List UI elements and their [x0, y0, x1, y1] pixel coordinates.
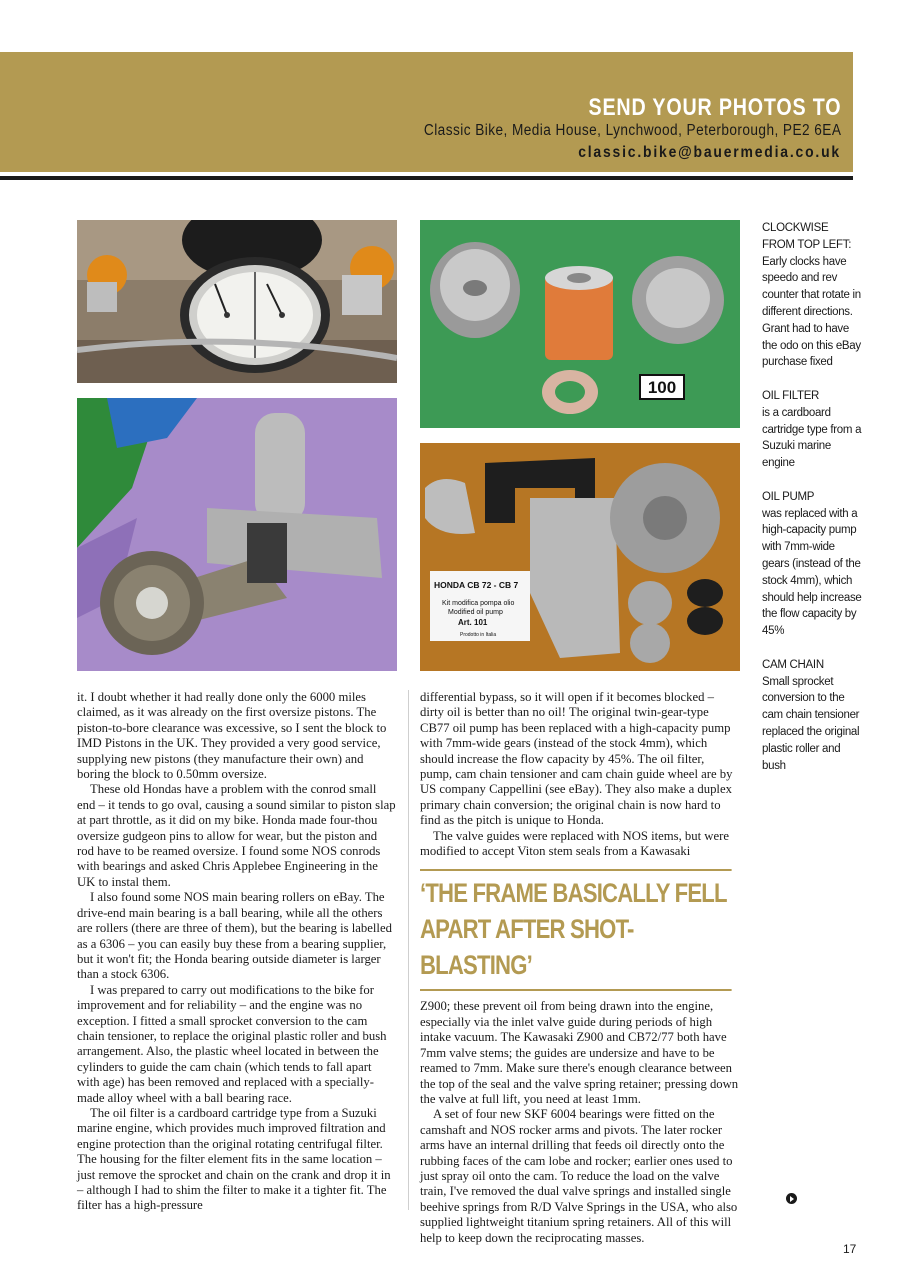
caption-heading: CLOCKWISE FROM TOP LEFT: [762, 222, 852, 251]
article-paragraph: Z900; these prevent oil from being drawn into the engine, especially via the inlet valve guide during periods of high intake vacuum. The Kawasaki Z900 and CB72/77 both have 7mm valve stems; the guides are undersize and have to be reamed to 7mm. Make sure there's enough clearance between the top of the seal and the valve spring retainer; pressing down the valve at full lift, you need at least 1mm. [420, 999, 739, 1106]
pump-label-line2: Kit modifica pompa olio [442, 600, 515, 607]
column-divider [408, 690, 409, 1210]
caption-text: was replaced with a high-capacity pump with 7mm-wide gears (instead of the stock 4mm), which should help increase the flow capacity by 45% [762, 507, 862, 638]
article-paragraph: The oil filter is a cardboard cartridge type from a Suzuki marine engine, which provides much improved filtration and engine protection than the original rotating centrifugal filter. The housing for the filter element fits in the same location – just remove the sprocket and chain on the crank and drop it in – although I had to shim the filter to make it a tighter fit. The filter has a high-pressure [77, 1105, 391, 1213]
caption-text: is a cardboard cartridge type from a Suzuki marine engine [762, 406, 862, 470]
pump-label-line5: Prodotto in Italia [460, 632, 497, 638]
article-paragraph: These old Hondas have a problem with the conrod small end – it tends to go oval, causing a sound similar to piston slap at part throttle, as it did on my bike. Honda made four-thou oversize gudgeon pins to allow for wear, but the piston and rod have to be reamed oversize. I found some NOS conrods with bearings and asked Chris Applebee Engineering in the UK to instal them. [77, 782, 396, 889]
caption-oil-filter [762, 388, 862, 472]
pump-label-line4: Art. 101 [458, 618, 488, 627]
caption-oil-pump [762, 489, 862, 640]
caption-text: Early clocks have speedo and rev counter that rotate in different directions. Grant had to have the odo on this eBay purchase fixed [762, 255, 861, 369]
caption-cam-chain [762, 657, 862, 775]
pull-quote-line: APART AFTER SHOT-BLASTING’ [420, 914, 634, 981]
banner-divider [0, 176, 853, 180]
article-column-left [77, 690, 396, 1214]
contact-banner [0, 52, 853, 172]
banner-address: Classic Bike, Media House, Lynchwood, Peterborough, PE2 6EA [423, 122, 841, 139]
article-paragraph: A set of four new SKF 6004 bearings were fitted on the camshaft and NOS rocker arms and pivots. The later rocker arms have an internal drilling that feeds oil directly onto the rubbing faces of the cam lobe and rocker; earlier ones used to just spray oil onto the cam. To reduce the load on the valve train, I've removed the dual valve springs and installed single beehive springs from R/D Valve Springs in the USA, who also supplied lightweight titanium spring retainers. All of this will help to keep down the reciprocating masses. [420, 1107, 738, 1245]
pull-quote-line: ‘THE FRAME BASICALLY FELL [420, 878, 727, 909]
caption-heading: OIL FILTER [762, 389, 820, 402]
caption-heading: CAM CHAIN [762, 658, 824, 671]
article-paragraph: differential bypass, so it will open if it becomes blocked – dirty oil is better than no oil! The original twin-gear-type CB77 oil pump has been replaced with a high-capacity pump with 7mm-wide gears (instead of the stock 4mm), which should increase the flow capacity by 45%. The oil filter, pump, cam chain tensioner and cam chain guide wheel are by US company Cappellini (see eBay). They also make a duplex primary chain conversion; the original chain is now hard to find as the pitch is unique to Honda. [420, 690, 733, 828]
caption-heading: OIL PUMP [762, 490, 815, 503]
oil-pump-kit-photo [420, 443, 740, 671]
photo-captions [762, 220, 862, 791]
pump-label-line1: HONDA CB 72 - CB 7 [434, 580, 519, 590]
article-column-right [420, 690, 739, 1246]
pump-label-line3: Modified oil pump [448, 609, 503, 616]
caption-clocks [762, 220, 862, 371]
continue-arrow-icon [786, 1193, 797, 1204]
page-number: 17 [843, 1242, 857, 1256]
article-paragraph: The valve guides were replaced with NOS items, but were modified to accept Viton stem seals from a Kawasaki [420, 828, 729, 859]
banner-title: SEND YOUR PHOTOS TO [588, 94, 841, 121]
caption-text: Small sprocket conversion to the cam chain tensioner replaced the original plastic roller and bush [762, 675, 860, 772]
cam-chain-sprocket-photo [77, 398, 397, 671]
pull-quote [420, 869, 732, 991]
speedo-clocks-photo [77, 220, 397, 383]
filter-tag-text: 100 [647, 378, 677, 397]
article-paragraph: I also found some NOS main bearing rollers on eBay. The drive-end main bearing is a ball bearing, while all the others are rollers (there are three of them), but the bearing is labelled as a 6306 – you can easily buy these from a bearing supplier, but it won't fit; the Honda bearing outside diameter is larger than a stock 6306. [77, 890, 392, 982]
banner-email[interactable]: classic.bike@bauermedia.co.uk [578, 144, 841, 161]
article-paragraph: it. I doubt whether it had really done only the 6000 miles claimed, as it was already on the first oversize pistons. The piston-to-bore clearance was excessive, so I sent the block to IMD Pistons in the UK. They provided a very good service, supplying new pistons (they manufacture their own) and boring the block to 0.50mm oversize. [77, 690, 387, 782]
article-paragraph: I was prepared to carry out modifications to the bike for improvement and for reliability – and the engine was no exception. I fitted a small sprocket conversion to the cam chain tensioner, to replace the original plastic roller and bush arrangement. Also, the plastic wheel located in between the cylinders to guide the cam chain (which tends to fall apart with age) has been removed and replaced with a specially-made alloy wheel with a ball bearing race. [77, 982, 387, 1105]
oil-filter-photo [420, 220, 740, 428]
